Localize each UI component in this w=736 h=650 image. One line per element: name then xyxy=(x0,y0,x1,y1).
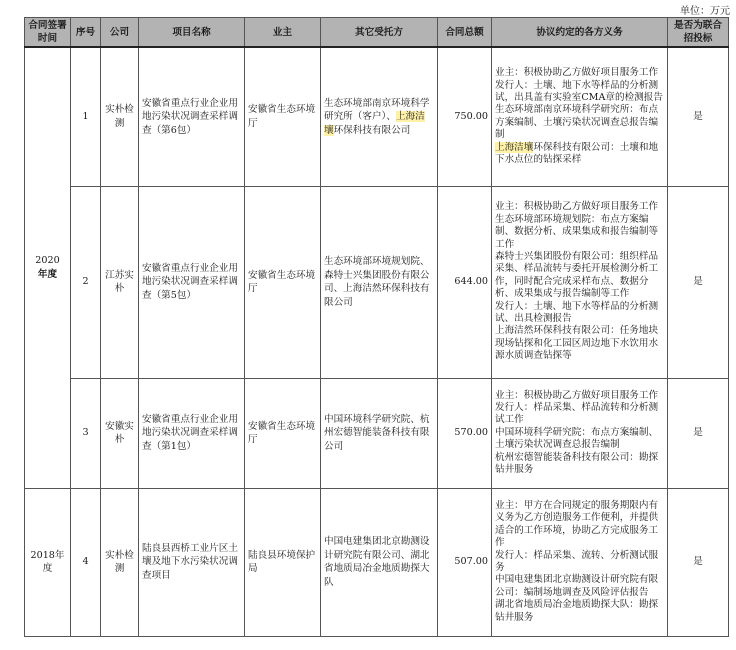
row-joint: 是 xyxy=(668,186,729,378)
other-post: 环保科技有限公司 xyxy=(333,124,411,136)
duty-rest: 环保科技有限公司：土壤和地下水点位的钻探采样 xyxy=(495,141,659,165)
duty-item: 生态环境部南京环境科学研究所：布点方案编制、土壤污染状况调查总报告编制 xyxy=(495,104,659,141)
duty-item: 业主：积极协助乙方做好项目服务工作 xyxy=(495,201,659,213)
row-joint: 是 xyxy=(668,488,729,636)
table-row xyxy=(25,378,729,488)
table-row xyxy=(25,186,729,378)
duty-item: 发行人：样品采集、样品流转和分析测试工作 xyxy=(495,401,659,426)
header-amount: 合同总额 xyxy=(438,18,492,48)
header-duties: 协议约定的各方义务 xyxy=(492,18,668,48)
year-2020-suffix: 年度 xyxy=(37,268,58,280)
duty-highlight: 上海洁壤 xyxy=(495,141,534,153)
unit-label: 单位：万元 xyxy=(680,6,730,17)
row-joint: 是 xyxy=(668,47,729,186)
row-project: 安徽省重点行业企业用地污染状况调查采样调查（第1包） xyxy=(139,378,245,488)
header-company: 公司 xyxy=(101,18,139,48)
row-no: 2 xyxy=(71,186,101,378)
row-owner: 安徽省生态环境厅 xyxy=(245,186,321,378)
row-other xyxy=(321,47,438,186)
row-other: 中国环境科学研究院、杭州宏德智能装备科技有限公司 xyxy=(321,378,438,488)
row-duties xyxy=(492,488,668,636)
duty-item: 森特士兴集团股份有限公司：组织样品采集、样品流转与委托开展检测分析工作，同时配合完成采样布点、数据分析、成果集成与报告编制等工作 xyxy=(495,250,659,300)
row-company: 实朴检测 xyxy=(101,47,139,186)
other-pre: 生态环境部南京环境科学研究所（客户）、 xyxy=(324,97,430,122)
row-project: 陆良县西桥工业片区土壤及地下水污染状况调查项目 xyxy=(139,488,245,636)
duty-item: 发行人：土壤、地下水等样品的分析测试、出具检测报告 xyxy=(495,300,659,325)
duty-item: 业主：甲方在合同规定的服务期限内有义务为乙方创造服务工作便利，并提供适合的工作环境，协助乙方完成服务工作 xyxy=(495,499,659,549)
row-amount: 644.00 xyxy=(438,186,492,378)
duty-item: 湖北省地质局冶金地质勘探大队：勘探钻井服务 xyxy=(495,599,659,623)
row-owner: 安徽省生态环境厅 xyxy=(245,378,321,488)
row-duties xyxy=(492,186,668,378)
row-company: 安徽实朴 xyxy=(101,378,139,488)
header-other: 其它受托方 xyxy=(321,18,438,48)
duty-item: 发行人：样品采集、流转、分析测试服务 xyxy=(495,549,659,573)
duty-item: 发行人：土壤、地下水等样品的分析测试，出具盖有实验室CMA章的检测报告 xyxy=(495,79,663,103)
duty-item: 生态环境部环境规划院：布点方案编制、数据分析、成果集成和报告编制等工作 xyxy=(495,213,659,250)
table-row xyxy=(25,488,729,636)
other-highlight: 上海洁壤 xyxy=(324,111,425,136)
row-company: 实朴检测 xyxy=(101,488,139,636)
year-2020-number: 2020 xyxy=(35,255,60,267)
row-amount: 570.00 xyxy=(438,378,492,488)
contract-table xyxy=(24,17,729,637)
row-owner: 陆良县环境保护局 xyxy=(245,488,321,636)
year-cell-2020 xyxy=(25,47,71,488)
row-amount: 750.00 xyxy=(438,47,492,186)
duty-item: 杭州宏德智能装备科技有限公司：勘探钻井服务 xyxy=(495,451,659,476)
year-cell-2018: 2018年度 xyxy=(25,488,71,636)
duty-item: 中国环境科学研究院：布点方案编制、土壤污染状况调查总报告编制 xyxy=(495,426,659,451)
header-row xyxy=(25,18,729,48)
row-other: 中国电建集团北京勘测设计研究院有限公司、湖北省地质局冶金地质勘探大队 xyxy=(321,488,438,636)
header-joint: 是否为联合招投标 xyxy=(668,18,729,48)
row-owner: 安徽省生态环境厅 xyxy=(245,47,321,186)
header-no: 序号 xyxy=(71,18,101,48)
header-date: 合同签署时间 xyxy=(25,18,71,48)
header-owner: 业主 xyxy=(245,18,321,48)
duty-item xyxy=(495,142,665,167)
row-no: 1 xyxy=(71,47,101,186)
row-project: 安徽省重点行业企业用地污染状况调查采样调查（第5包） xyxy=(139,186,245,378)
row-company: 江苏实朴 xyxy=(101,186,139,378)
duty-item: 上海洁然环保科技有限公司：任务地块现场钻探和化工园区周边地下水饮用水源水质调查钻探等 xyxy=(495,325,659,362)
row-amount: 507.00 xyxy=(438,488,492,636)
row-no: 3 xyxy=(71,378,101,488)
header-project: 项目名称 xyxy=(139,18,245,48)
table-row xyxy=(25,47,729,186)
row-no: 4 xyxy=(71,488,101,636)
row-duties xyxy=(492,47,668,186)
row-joint: 是 xyxy=(668,378,729,488)
row-project: 安徽省重点行业企业用地污染状况调查采样调查（第6包） xyxy=(139,47,245,186)
duty-item: 业主：积极协助乙方做好项目服务工作 xyxy=(495,67,659,79)
row-duties xyxy=(492,378,668,488)
duty-item: 业主：积极协助乙方做好项目服务工作 xyxy=(495,389,659,401)
row-other: 生态环境部环境规划院、森特士兴集团股份有限公司、上海洁然环保科技有限公司 xyxy=(321,186,438,378)
duty-item: 中国电建集团北京勘测设计研究院有限公司：编制场地调查及风险评估报告 xyxy=(495,574,659,598)
